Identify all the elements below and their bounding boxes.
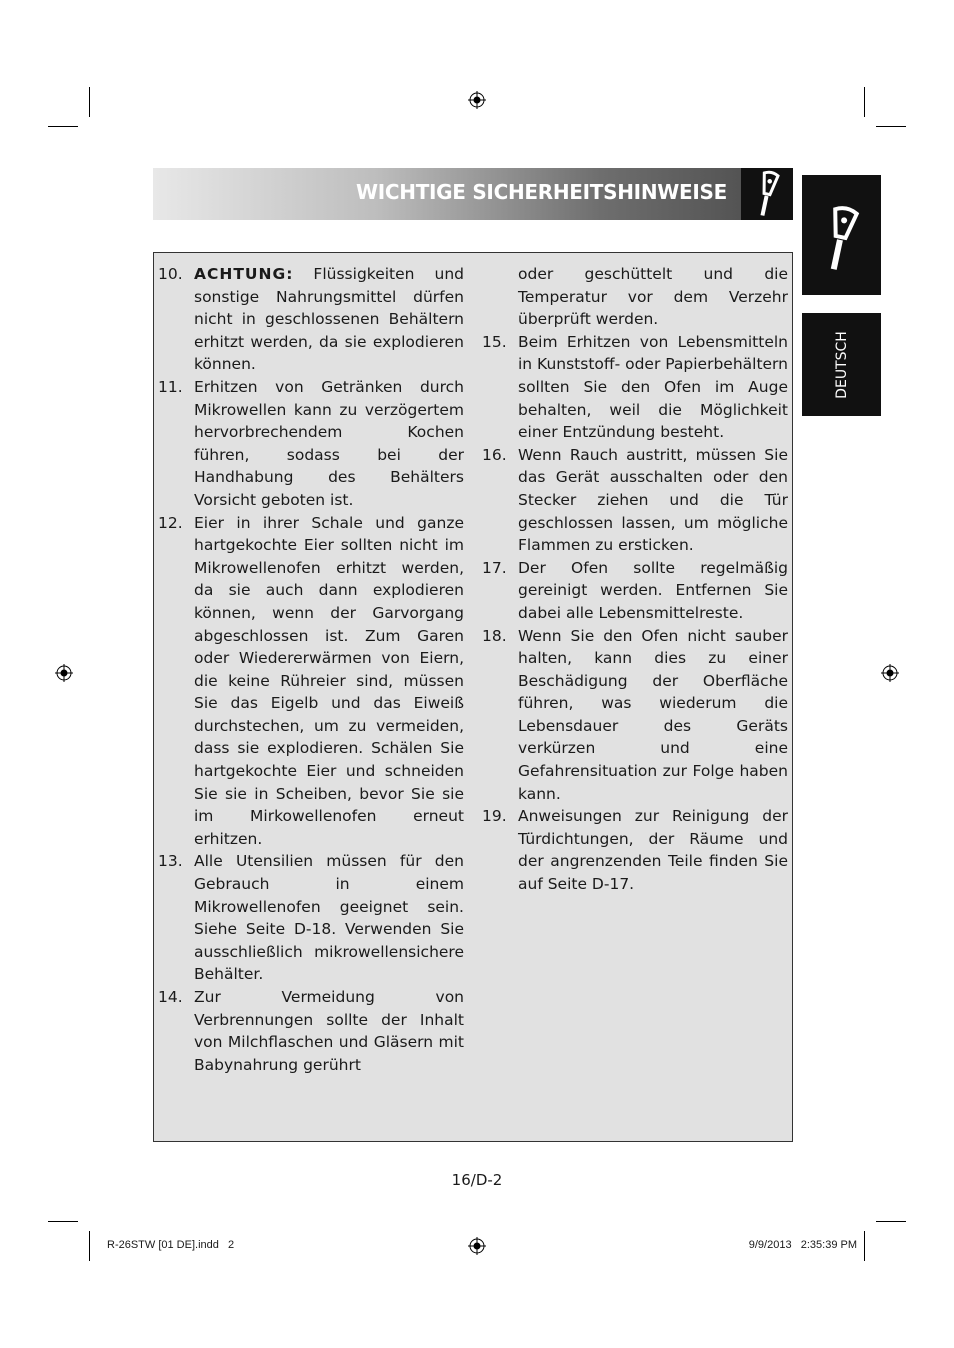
- crop-mark: [48, 126, 78, 127]
- item-text-body: Flüssigkeiten und sonstige Nahrungsmittel dürfen nicht in geschlossenen Behältern erhitzt werden, da sie explodieren können.: [194, 265, 464, 374]
- crop-mark: [864, 87, 865, 117]
- list-item: [482, 444, 788, 557]
- crop-mark: [864, 1231, 865, 1261]
- item-text: Der Ofen sollte regelmäßig gereinigt werden. Entfernen Sie dabei alle Lebensmittelreste.: [518, 558, 788, 622]
- item-text: Beim Erhitzen von Lebensmitteln in Kunststoff- oder Papierbehältern sollten Sie den Ofen im Auge behalten, weil die Möglichkeit einer Entzündung besteht.: [518, 332, 788, 442]
- page-number: 16/D-2: [451, 1171, 503, 1189]
- item-number: 17.: [482, 558, 507, 577]
- registration-mark-icon: [55, 664, 73, 682]
- left-column: [158, 263, 464, 1076]
- crop-mark: [89, 1231, 90, 1261]
- crop-mark: [89, 87, 90, 117]
- exclamation-pencil-icon: [741, 168, 793, 220]
- crop-mark: [48, 1221, 78, 1222]
- list-item: [482, 625, 788, 806]
- section-header: [153, 168, 793, 220]
- footer-timestamp: 9/9/2013 2:35:39 PM: [748, 1239, 857, 1251]
- item-text: Zur Vermeidung von Verbrennungen sollte der Inhalt von Milchflaschen und Gläsern mit Babynahrung gerührt: [194, 988, 464, 1074]
- item-number: 18.: [482, 626, 507, 645]
- crop-mark: [876, 126, 906, 127]
- list-item: [482, 331, 788, 444]
- exclamation-pencil-icon: [802, 175, 881, 295]
- list-item: [158, 376, 464, 512]
- item-text: Eier in ihrer Schale und ganze hartgekochte Eier sollten nicht im Mikrowellenofen erhitzt werden, da sie auch dann explodieren können, wenn der Garvorgang abgeschlossen ist. Zum Garen oder Wiedererwärmen von Eiern, die keine Rühreier sind, müssen Sie das Eigelb und das Eiweiß durchstechen, um zu vermeiden, dass sie explodieren. Schälen Sie hartgekochte Eier und schneiden Sie sie in Scheiben, bevor Sie sie im Mirkowellenofen erneut erhitzen.: [194, 513, 464, 848]
- item-number: 12.: [158, 513, 183, 532]
- registration-mark-icon: [881, 664, 899, 682]
- header-icon-box: [741, 168, 793, 220]
- list-item: [482, 557, 788, 625]
- item-number: 14.: [158, 988, 183, 1006]
- registration-mark-icon: [468, 91, 486, 109]
- item-text: Erhitzen von Getränken durch Mikrowellen kann zu verzögertem hervorbrechendem Kochen führen, sodass bei der Handhabung des Behälters Vorsicht geboten ist.: [194, 377, 464, 509]
- item-number: 11.: [158, 377, 183, 396]
- footer-file-name: R-26STW [01 DE].indd 2: [107, 1239, 235, 1251]
- safety-instructions-box: [153, 252, 793, 1142]
- item-number: 13.: [158, 852, 183, 871]
- item-text: [194, 263, 464, 376]
- item-number: 15.: [482, 332, 507, 351]
- item-continuation: oder geschüttelt und die Temperatur vor dem Verzehr überprüft werden.: [518, 265, 788, 329]
- right-column: [482, 263, 788, 896]
- list-item: [482, 805, 788, 895]
- item-text: Anweisungen zur Reinigung der Türdichtungen, der Räume und der angrenzenden Teile finden Sie auf Seite D-17.: [518, 807, 788, 894]
- warning-label: ACHTUNG:: [194, 265, 294, 283]
- crop-mark: [876, 1221, 906, 1222]
- language-label: DEUTSCH: [833, 330, 850, 399]
- item-number: 10.: [158, 265, 183, 283]
- list-item: [158, 850, 464, 986]
- registration-mark-icon: [468, 1237, 486, 1255]
- side-icon-tab: [802, 175, 881, 295]
- list-item: [158, 263, 464, 376]
- language-tab: [802, 313, 881, 416]
- section-title: WICHTIGE SICHERHEITSHINWEISE: [355, 180, 727, 204]
- item-text: Wenn Sie den Ofen nicht sauber halten, kann dies zu einer Beschädigung der Oberfläche führen, was wiederum die Lebensdauer des Geräts verkürzen und eine Gefahrensituation zur Folge haben kann.: [518, 626, 788, 803]
- item-number: 16.: [482, 445, 507, 464]
- item-number: 19.: [482, 807, 507, 826]
- item-text: Wenn Rauch austritt, müssen Sie das Gerät ausschalten oder den Stecker ziehen und die Tür geschlossen lassen, um mögliche Flammen zu ersticken.: [518, 445, 788, 555]
- list-item: [158, 512, 464, 851]
- item-text: Alle Utensilien müssen für den Gebrauch in einem Mikrowellenofen geeignet sein. Siehe Seite D-18. Verwenden Sie ausschließlich mikrowellensichere Behälter.: [194, 852, 464, 984]
- list-item: [158, 986, 464, 1076]
